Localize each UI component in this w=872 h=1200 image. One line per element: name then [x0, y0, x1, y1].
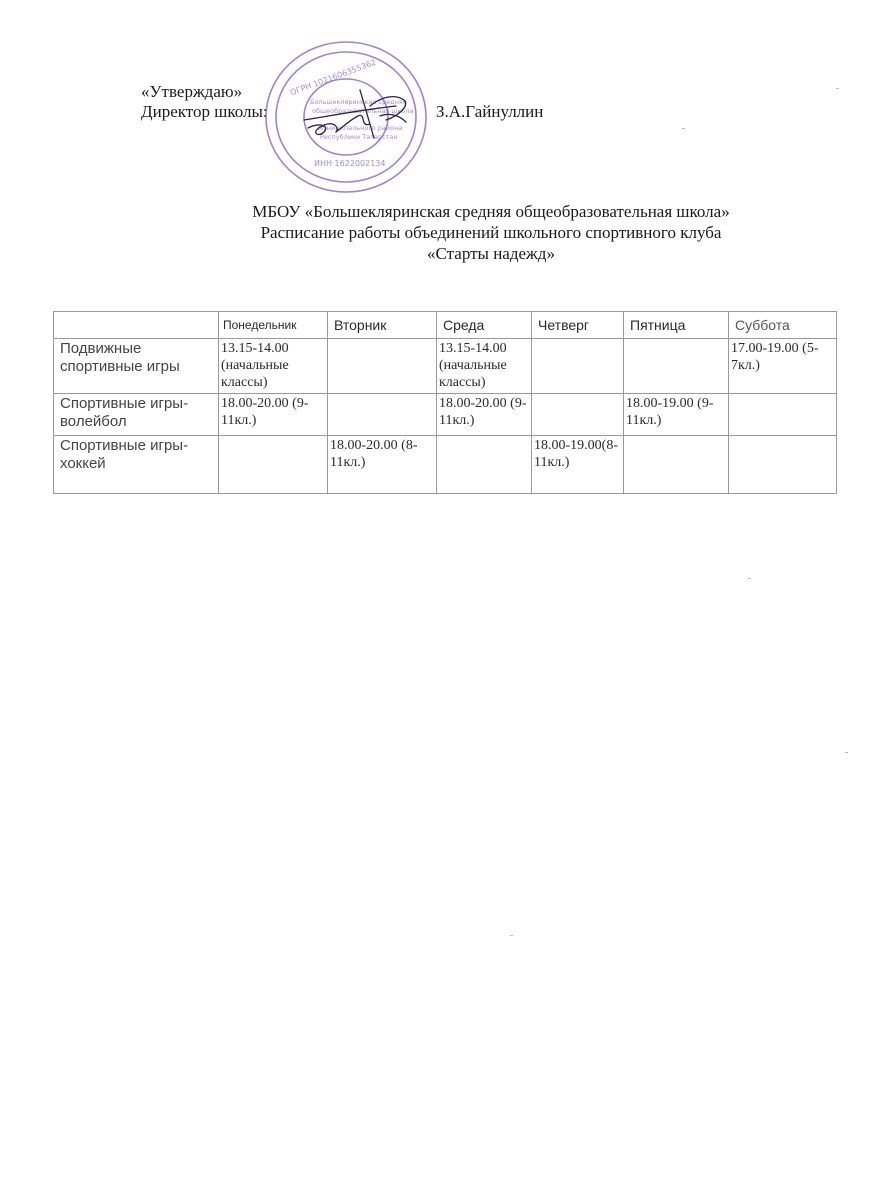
- header-cell-empty: [54, 312, 219, 339]
- svg-text:Большекляринская средняя: Большекляринская средняя: [310, 98, 407, 106]
- table-row: [54, 339, 837, 394]
- schedule-cell: [328, 339, 437, 394]
- schedule-cell: [729, 394, 837, 436]
- schedule-cell: [624, 436, 729, 494]
- director-label: Директор школы:: [141, 102, 268, 121]
- schedule-cell: 17.00-19.00 (5-7кл.): [729, 339, 837, 394]
- director-signature: [300, 76, 420, 146]
- svg-text:ИНН 1622002134: ИНН 1622002134: [314, 159, 386, 168]
- schedule-table: [53, 311, 837, 494]
- schedule-cell: [437, 436, 532, 494]
- header-tuesday: Вторник: [328, 312, 437, 339]
- header-saturday: Суббота: [729, 312, 837, 339]
- schedule-cell: [624, 339, 729, 394]
- table-row: [54, 436, 837, 494]
- schedule-cell: 18.00-19.00(8-11кл.): [532, 436, 624, 494]
- schedule-cell: 18.00-19.00 (9-11кл.): [624, 394, 729, 436]
- schedule-cell: 18.00-20.00 (8-11кл.): [328, 436, 437, 494]
- activity-cell: Подвижные спортивные игры: [54, 339, 219, 394]
- club-name: «Старты надежд»: [427, 244, 555, 263]
- schedule-cell: 18.00-20.00 (9-11кл.): [219, 394, 328, 436]
- svg-text:ОГРН 1021606355362: ОГРН 1021606355362: [288, 57, 378, 98]
- table-row: [54, 394, 837, 436]
- schedule-cell: [532, 339, 624, 394]
- approval-heading: «Утверждаю»: [141, 82, 243, 101]
- scan-speck: [510, 935, 513, 936]
- activity-cell: Спортивные игры-хоккей: [54, 436, 219, 494]
- header-friday: Пятница: [624, 312, 729, 339]
- schedule-cell: 18.00-20.00 (9-11кл.): [437, 394, 532, 436]
- schedule-cell: [532, 394, 624, 436]
- svg-text:Республики Татарстан: Республики Татарстан: [320, 133, 398, 141]
- director-name: З.А.Гайнуллин: [436, 102, 544, 121]
- svg-text:муниципального района: муниципального района: [318, 124, 403, 132]
- schedule-cell: [219, 436, 328, 494]
- schedule-cell: [729, 436, 837, 494]
- schedule-cell: 13.15-14.00 (начальные классы): [437, 339, 532, 394]
- school-name: МБОУ «Большекляринская средняя общеобразовательная школа»: [252, 202, 730, 221]
- svg-text:общеобразовательная школа: общеобразовательная школа: [312, 107, 414, 115]
- header-monday: Понедельник: [219, 312, 328, 339]
- scan-speck: [682, 128, 685, 129]
- scan-speck: [836, 88, 839, 89]
- schedule-cell: 13.15-14.00 (начальные классы): [219, 339, 328, 394]
- scan-speck: [748, 578, 751, 579]
- document-titles: [0, 201, 872, 264]
- schedule-subtitle: Расписание работы объединений школьного спортивного клуба: [260, 223, 722, 242]
- header-wednesday: Среда: [437, 312, 532, 339]
- scan-speck: [845, 752, 848, 753]
- header-row: [54, 312, 837, 339]
- header-thursday: Четверг: [532, 312, 624, 339]
- activity-cell: Спортивные игры-волейбол: [54, 394, 219, 436]
- schedule-cell: [328, 394, 437, 436]
